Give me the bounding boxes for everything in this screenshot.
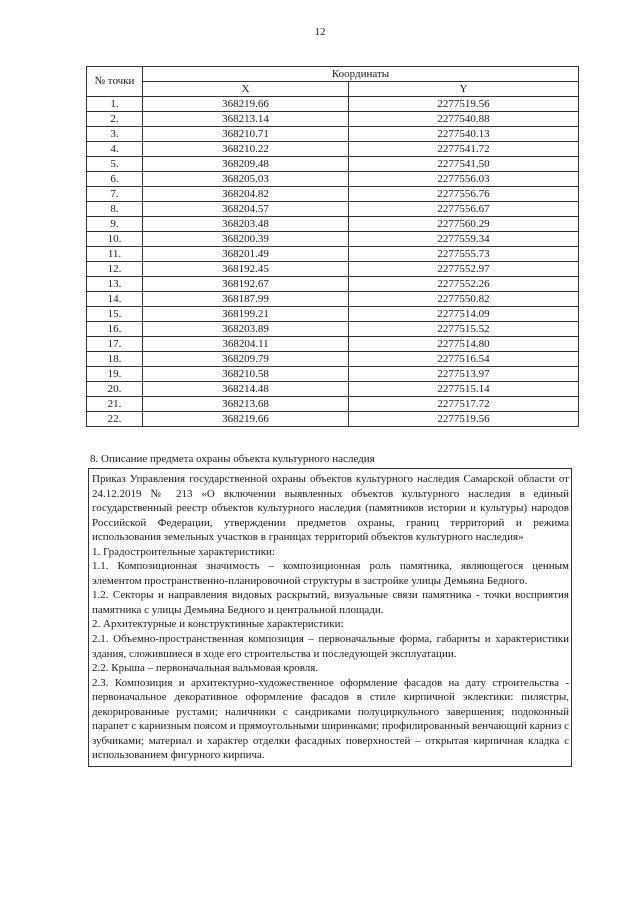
- point-number-header: № точки: [87, 67, 143, 97]
- point-number-cell: 12.: [87, 262, 143, 277]
- y-coordinate-cell: 2277514.09: [349, 307, 579, 322]
- x-coordinate-cell: 368203.89: [143, 322, 349, 337]
- urban-characteristics-heading: 1. Градостроительные характеристики:: [92, 545, 275, 558]
- x-coordinate-cell: 368219.66: [143, 412, 349, 427]
- table-row: [87, 97, 579, 112]
- x-coordinate-cell: 368205.03: [143, 172, 349, 187]
- x-coordinate-cell: 368214.48: [143, 382, 349, 397]
- x-coordinate-cell: 368213.14: [143, 112, 349, 127]
- table-subheader-row: [87, 82, 579, 97]
- table-row: [87, 232, 579, 247]
- point-number-cell: 19.: [87, 367, 143, 382]
- x-coordinate-cell: 368210.71: [143, 127, 349, 142]
- architectural-characteristics-heading: 2. Архитектурные и конструктивные характеристики:: [92, 618, 344, 631]
- y-coordinate-cell: 2277517.72: [349, 397, 579, 412]
- y-coordinate-cell: 2277541.50: [349, 157, 579, 172]
- point-number-cell: 11.: [87, 247, 143, 262]
- point-number-cell: 13.: [87, 277, 143, 292]
- coordinates-table-body: [87, 97, 579, 427]
- point-number-cell: 10.: [87, 232, 143, 247]
- y-coordinate-cell: 2277556.76: [349, 187, 579, 202]
- table-row: [87, 142, 579, 157]
- x-coordinate-cell: 368203.48: [143, 217, 349, 232]
- x-coordinate-cell: 368210.22: [143, 142, 349, 157]
- table-row: [87, 202, 579, 217]
- view-sectors: 1.2. Секторы и направления видовых раскрытий, визуальные связи памятника - точки восприятия памятника с улицы Демьяна Бедного и центральной площади.: [92, 589, 569, 616]
- point-number-cell: 21.: [87, 397, 143, 412]
- y-coordinate-cell: 2277540.13: [349, 127, 579, 142]
- facade-composition: 2.3. Композиция и архитектурно-художественное оформление фасадов на дату строительства - первоначальное декоративное оформление фасадов в стиле кирпичной эклектики: пилястры, декорированные рустами; наличники с сандриками полуциркульного завершения; подоконный парапет с карнизным поясом и прямоугольными ширинками; профилированный венчающий карниз с зубчиками; материал и характер отделки фасадных поверхностей – открытая кирпичная кладка с использованием фигурного кирпича.: [92, 676, 569, 762]
- point-number-cell: 4.: [87, 142, 143, 157]
- table-row: [87, 172, 579, 187]
- roof-description: 2.2. Крыша – первоначальная вальмовая кровля.: [92, 662, 319, 675]
- table-row: [87, 217, 579, 232]
- x-coordinate-cell: 368204.57: [143, 202, 349, 217]
- point-number-cell: 17.: [87, 337, 143, 352]
- x-coordinate-cell: 368213.68: [143, 397, 349, 412]
- point-number-cell: 14.: [87, 292, 143, 307]
- y-coordinate-cell: 2277555.73: [349, 247, 579, 262]
- point-number-cell: 20.: [87, 382, 143, 397]
- table-row: [87, 352, 579, 367]
- table-row: [87, 412, 579, 427]
- y-coordinate-cell: 2277540.88: [349, 112, 579, 127]
- y-header: Y: [349, 82, 579, 97]
- table-row: [87, 322, 579, 337]
- coordinates-table: [86, 66, 579, 427]
- table-row: [87, 337, 579, 352]
- table-row: [87, 247, 579, 262]
- order-reference: Приказ Управления государственной охраны объектов культурного наследия Самарской области от 24.12.2019 № 213 «О включении выявленных объектов культурного наследия в единый государственный реестр объектов культурного наследия (памятников истории и культуры) народов Российской Федерации, утверждении предметов охраны, границ территорий и режима использования земельных участков в границах территорий объектов культурного наследия»: [92, 473, 569, 544]
- table-row: [87, 367, 579, 382]
- point-number-cell: 6.: [87, 172, 143, 187]
- x-coordinate-cell: 368204.82: [143, 187, 349, 202]
- compositional-significance: 1.1. Композиционная значимость – композиционная роль памятника, являющегося ценным элементом пространственно-планировочной структуры в застройке улицы Демьяна Бедного.: [92, 560, 569, 587]
- y-coordinate-cell: 2277541.72: [349, 142, 579, 157]
- table-row: [87, 127, 579, 142]
- y-coordinate-cell: 2277560.29: [349, 217, 579, 232]
- y-coordinate-cell: 2277552.26: [349, 277, 579, 292]
- x-coordinate-cell: 368209.79: [143, 352, 349, 367]
- table-row: [87, 382, 579, 397]
- y-coordinate-cell: 2277515.52: [349, 322, 579, 337]
- point-number-cell: 16.: [87, 322, 143, 337]
- y-coordinate-cell: 2277519.56: [349, 97, 579, 112]
- point-number-cell: 18.: [87, 352, 143, 367]
- coordinates-header: Координаты: [143, 67, 579, 82]
- y-coordinate-cell: 2277513.97: [349, 367, 579, 382]
- x-coordinate-cell: 368199.21: [143, 307, 349, 322]
- volumetric-composition: 2.1. Объемно-пространственная композиция – первоначальные форма, габариты и характеристики здания, сложившиеся в ходе его строительства и последующей эксплуатации.: [92, 633, 569, 660]
- x-coordinate-cell: 368209.48: [143, 157, 349, 172]
- point-number-cell: 3.: [87, 127, 143, 142]
- point-number-cell: 2.: [87, 112, 143, 127]
- table-row: [87, 112, 579, 127]
- table-row: [87, 157, 579, 172]
- x-coordinate-cell: 368200.39: [143, 232, 349, 247]
- table-row: [87, 187, 579, 202]
- y-coordinate-cell: 2277552.97: [349, 262, 579, 277]
- table-header-row: [87, 67, 579, 82]
- y-coordinate-cell: 2277559.34: [349, 232, 579, 247]
- y-coordinate-cell: 2277519.56: [349, 412, 579, 427]
- x-coordinate-cell: 368187.99: [143, 292, 349, 307]
- point-number-cell: 7.: [87, 187, 143, 202]
- section-heading: 8. Описание предмета охраны объекта культурного наследия: [90, 453, 375, 465]
- protection-subject-box: [88, 468, 572, 767]
- table-row: [87, 292, 579, 307]
- y-coordinate-cell: 2277514.80: [349, 337, 579, 352]
- x-coordinate-cell: 368201.49: [143, 247, 349, 262]
- table-row: [87, 307, 579, 322]
- table-row: [87, 262, 579, 277]
- x-coordinate-cell: 368219.66: [143, 97, 349, 112]
- x-coordinate-cell: 368192.45: [143, 262, 349, 277]
- x-coordinate-cell: 368210.58: [143, 367, 349, 382]
- table-row: [87, 277, 579, 292]
- point-number-cell: 8.: [87, 202, 143, 217]
- point-number-cell: 22.: [87, 412, 143, 427]
- point-number-cell: 5.: [87, 157, 143, 172]
- point-number-cell: 1.: [87, 97, 143, 112]
- x-coordinate-cell: 368204.11: [143, 337, 349, 352]
- x-header: X: [143, 82, 349, 97]
- x-coordinate-cell: 368192.67: [143, 277, 349, 292]
- y-coordinate-cell: 2277556.67: [349, 202, 579, 217]
- table-row: [87, 397, 579, 412]
- y-coordinate-cell: 2277516.54: [349, 352, 579, 367]
- point-number-cell: 15.: [87, 307, 143, 322]
- y-coordinate-cell: 2277550.82: [349, 292, 579, 307]
- point-number-cell: 9.: [87, 217, 143, 232]
- y-coordinate-cell: 2277556.03: [349, 172, 579, 187]
- y-coordinate-cell: 2277515.14: [349, 382, 579, 397]
- page-number: 12: [314, 26, 326, 38]
